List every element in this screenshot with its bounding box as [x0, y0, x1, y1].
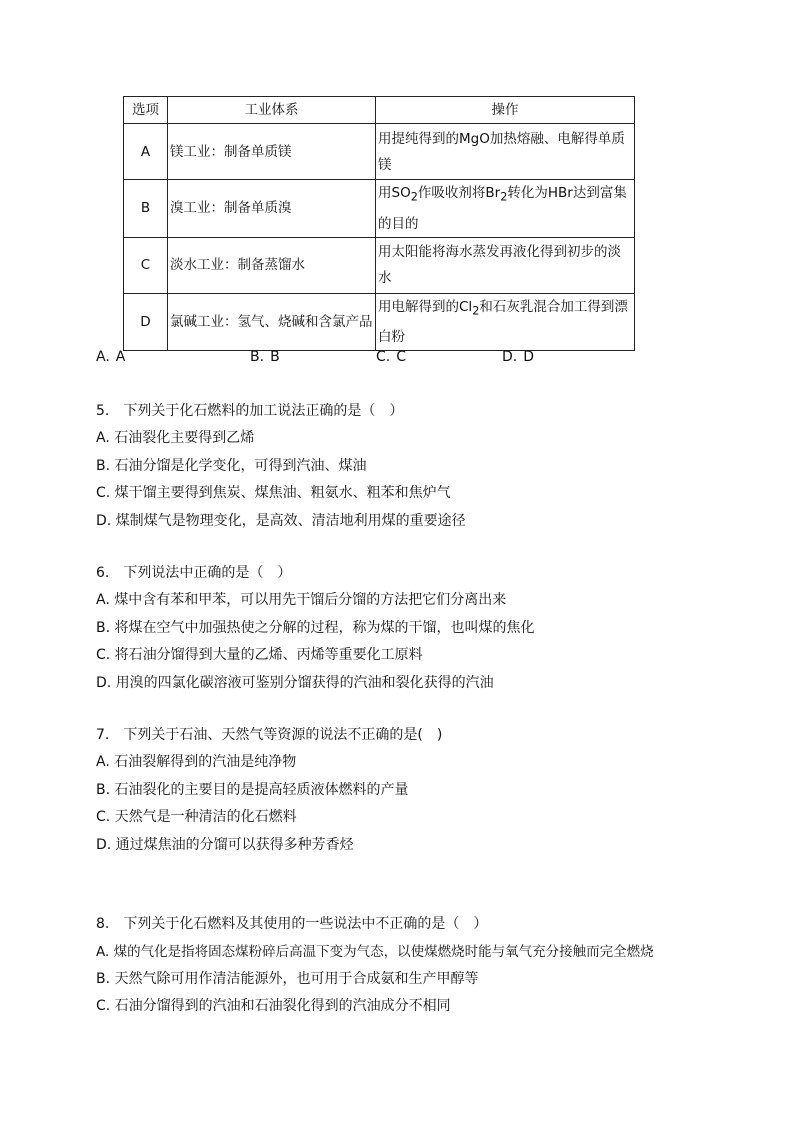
subscript: 2 [472, 304, 480, 318]
operation-text: 用SO [378, 185, 411, 201]
question-option[interactable]: B. 将煤在空气中加强热使之分解的过程，称为煤的干馏，也叫煤的焦化 [96, 620, 535, 636]
row-option: B [124, 180, 168, 238]
operation-text: 转化为HBr达到富集的目的 [378, 185, 627, 232]
header-system: 工业体系 [168, 97, 376, 124]
question-option[interactable]: A. 石油裂化主要得到乙烯 [96, 430, 255, 446]
subscript: 2 [410, 190, 418, 204]
row-system: 溴工业：制备单质溴 [168, 180, 376, 238]
row-system: 氯碱工业：氢气、烧碱和含氯产品 [168, 293, 376, 351]
table-header-row [124, 97, 635, 124]
header-operation: 操作 [376, 97, 635, 124]
row-operation [376, 180, 635, 238]
question-option[interactable]: A. 煤的气化是指将固态煤粉碎后高温下变为气态，以使煤燃烧时能与氧气充分接触而完全燃烧 [96, 944, 654, 960]
question-stem: 5. 下列关于化石燃料的加工说法正确的是（ ） [96, 403, 404, 419]
q4-choice-c[interactable]: C. C [376, 349, 407, 365]
row-system: 淡水工业：制备蒸馏水 [168, 237, 376, 293]
table-row [124, 180, 635, 238]
subscript: 2 [500, 190, 508, 204]
question-option[interactable]: C. 天然气是一种清洁的化石燃料 [96, 809, 297, 825]
operation-text: 用电解得到的Cl [378, 298, 473, 315]
question-option[interactable]: B. 石油分馏是化学变化，可得到汽油、煤油 [96, 458, 367, 474]
row-option: D [124, 293, 168, 351]
question-option[interactable]: B. 天然气除可用作清洁能源外，也可用于合成氨和生产甲醇等 [96, 971, 479, 987]
question-option[interactable]: C. 煤干馏主要得到焦炭、煤焦油、粗氨水、粗苯和焦炉气 [96, 485, 451, 501]
question-option[interactable]: A. 煤中含有苯和甲苯，可以用先干馏后分馏的方法把它们分离出来 [96, 592, 507, 608]
question-option[interactable]: D. 通过煤焦油的分馏可以获得多种芳香烃 [96, 837, 354, 853]
row-system: 镁工业：制备单质镁 [168, 124, 376, 180]
question-stem: 8. 下列关于化石燃料及其使用的一些说法中不正确的是（ ） [96, 916, 488, 932]
q4-choice-d[interactable]: D. D [502, 349, 535, 365]
question-option[interactable]: A. 石油裂解得到的汽油是纯净物 [96, 754, 297, 770]
question-stem: 7. 下列关于石油、天然气等资源的说法不正确的是( ) [96, 727, 443, 743]
row-operation: 用太阳能将海水蒸发再液化得到初步的淡水 [376, 237, 635, 293]
operation-text: 作吸收剂将Br [417, 185, 501, 201]
operation-text: 和石灰乳混合加工得到漂白粉 [378, 298, 628, 346]
question-option[interactable]: D. 用溴的四氯化碳溶液可鉴别分馏获得的汽油和裂化获得的汽油 [96, 675, 494, 691]
table-row [124, 124, 635, 180]
q4-choice-a[interactable]: A. A [96, 349, 126, 365]
row-operation [376, 293, 635, 351]
header-option: 选项 [124, 97, 168, 124]
question-option[interactable]: C. 石油分馏得到的汽油和石油裂化得到的汽油成分不相同 [96, 998, 451, 1014]
row-operation: 用提纯得到的MgO加热熔融、电解得单质镁 [376, 124, 635, 180]
question-option[interactable]: C. 将石油分馏得到大量的乙烯、丙烯等重要化工原料 [96, 647, 423, 663]
question-option[interactable]: D. 煤制煤气是物理变化，是高效、清洁地利用煤的重要途径 [96, 513, 466, 529]
table-row [124, 237, 635, 293]
question-option[interactable]: B. 石油裂化的主要目的是提高轻质液体燃料的产量 [96, 782, 409, 798]
industry-table [123, 96, 635, 351]
question-stem: 6. 下列说法中正确的是（ ） [96, 565, 292, 581]
table-row [124, 293, 635, 351]
row-option: A [124, 124, 168, 180]
q4-choice-b[interactable]: B. B [250, 349, 280, 365]
row-option: C [124, 237, 168, 293]
